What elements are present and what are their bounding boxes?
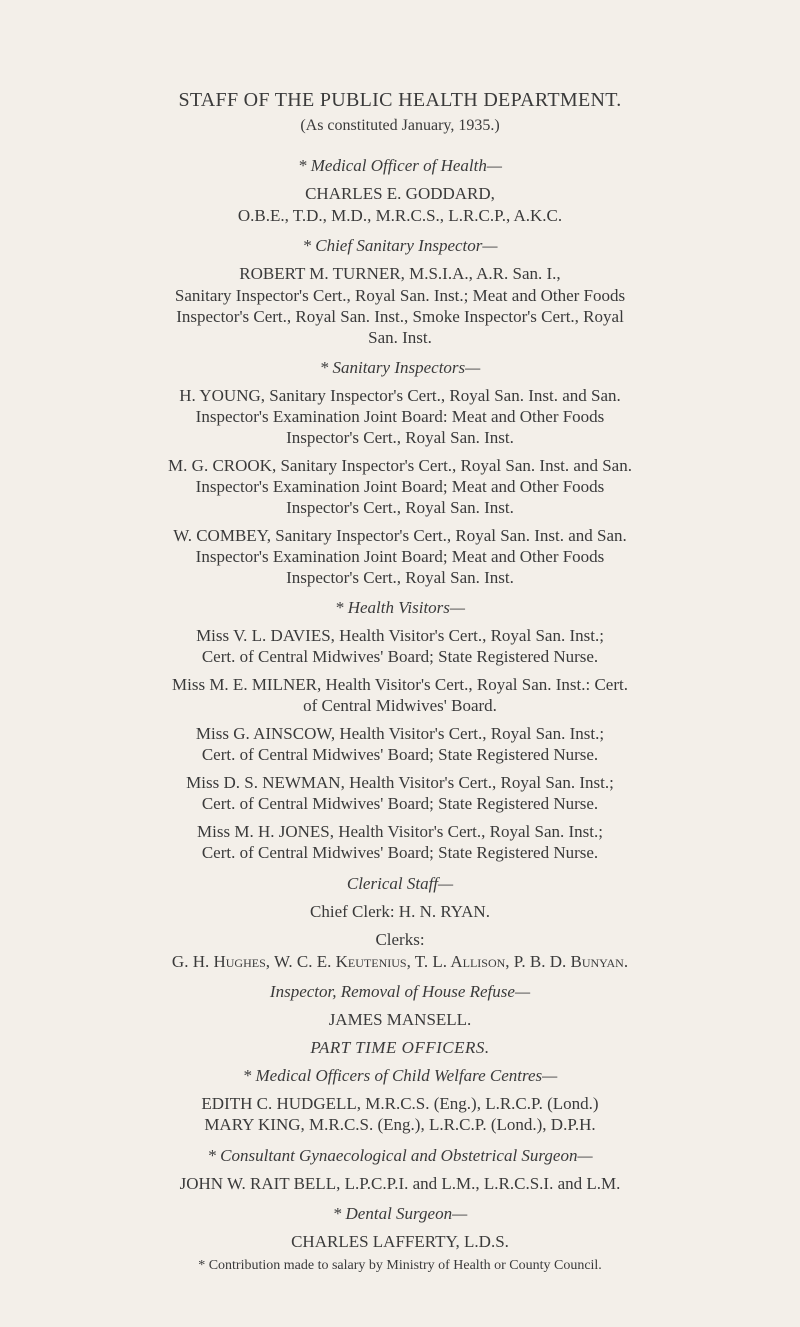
chief-inspector-line-2: Sanitary Inspector's Cert., Royal San. Inst.; Meat and Other Foods: [174, 286, 626, 305]
dental-surgeon-name: CHARLES LAFFERTY, L.D.S.: [291, 1232, 509, 1251]
footnote: * Contribution made to salary by Ministry of Health or County Council.: [198, 1258, 602, 1273]
inspector-entry-line: Inspector's Cert., Royal San. Inst.: [286, 428, 514, 447]
visitor-entry-line: Miss M. H. JONES, Health Visitor's Cert., Royal San. Inst.;: [197, 822, 603, 841]
inspector-entry-line: Inspector's Examination Joint Board: Meat and Other Foods: [195, 407, 605, 426]
clerical-staff-label: Clerical Staff—: [346, 874, 454, 893]
inspector-entry-line: Inspector's Cert., Royal San. Inst.: [286, 498, 514, 517]
visitor-entry-line: Cert. of Central Midwives' Board; State Registered Nurse.: [201, 647, 599, 666]
clerks-label: Clerks:: [375, 930, 425, 949]
moh-name: CHARLES E. GODDARD,: [305, 184, 495, 203]
moh-label: * Medical Officer of Health—: [298, 156, 502, 175]
visitor-entry-line: Miss V. L. DAVIES, Health Visitor's Cert., Royal San. Inst.;: [196, 626, 604, 645]
inspector-entry-line: Inspector's Examination Joint Board; Meat and Other Foods: [195, 477, 605, 496]
health-visitors-label: * Health Visitors—: [334, 598, 466, 617]
chief-inspector-line-4: San. Inst.: [368, 328, 432, 347]
surgeon-label: * Consultant Gynaecological and Obstetrical Surgeon—: [207, 1146, 593, 1165]
child-welfare-label: * Medical Officers of Child Welfare Centres—: [242, 1066, 558, 1085]
inspector-entry-line: W. COMBEY, Sanitary Inspector's Cert., Royal San. Inst. and San.: [173, 526, 627, 545]
chief-inspector-label: * Chief Sanitary Inspector—: [302, 236, 498, 255]
inspector-entry-line: M. G. CROOK, Sanitary Inspector's Cert., Royal San. Inst. and San.: [168, 456, 632, 475]
visitor-entry-line: Cert. of Central Midwives' Board; State Registered Nurse.: [201, 745, 599, 764]
visitor-entry-line: Miss M. E. MILNER, Health Visitor's Cert., Royal San. Inst.: Cert.: [172, 675, 628, 694]
child-welfare-officer: EDITH C. HUDGELL, M.R.C.S. (Eng.), L.R.C.P. (Lond.): [201, 1094, 599, 1113]
page-title: STAFF OF THE PUBLIC HEALTH DEPARTMENT.: [178, 89, 622, 111]
visitor-entry-line: Cert. of Central Midwives' Board; State Registered Nurse.: [201, 843, 599, 862]
page-subtitle: (As constituted January, 1935.): [300, 117, 500, 134]
refuse-inspector-name: JAMES MANSELL.: [328, 1010, 472, 1029]
inspector-entry-line: Inspector's Cert., Royal San. Inst.: [286, 568, 514, 587]
refuse-inspector-label: Inspector, Removal of House Refuse—: [269, 982, 531, 1001]
chief-inspector-line-1: ROBERT M. TURNER, M.S.I.A., A.R. San. I.,: [239, 264, 561, 283]
dental-surgeon-label: * Dental Surgeon—: [332, 1204, 468, 1223]
chief-clerk: Chief Clerk: H. N. RYAN.: [310, 902, 490, 921]
clerks-names: G. H. Hughes, W. C. E. Keutenius, T. L. Allison, P. B. D. Bunyan.: [171, 952, 629, 971]
visitor-entry-line: Miss G. AINSCOW, Health Visitor's Cert., Royal San. Inst.;: [195, 724, 605, 743]
chief-inspector-line-3: Inspector's Cert., Royal San. Inst., Smoke Inspector's Cert., Royal: [176, 307, 624, 326]
visitor-entry-line: Miss D. S. NEWMAN, Health Visitor's Cert., Royal San. Inst.;: [186, 773, 614, 792]
moh-qualifications: O.B.E., T.D., M.D., M.R.C.S., L.R.C.P., A.K.C.: [237, 206, 563, 225]
visitor-entry-line: Cert. of Central Midwives' Board; State Registered Nurse.: [201, 794, 599, 813]
inspector-entry-line: H. YOUNG, Sanitary Inspector's Cert., Royal San. Inst. and San.: [179, 386, 621, 405]
visitor-entry-line: of Central Midwives' Board.: [303, 696, 497, 715]
surgeon-name: JOHN W. RAIT BELL, L.P.C.P.I. and L.M., L.R.C.S.I. and L.M.: [179, 1174, 621, 1193]
sanitary-inspectors-label: * Sanitary Inspectors—: [319, 358, 481, 377]
child-welfare-officer: MARY KING, M.R.C.S. (Eng.), L.R.C.P. (Lond.), D.P.H.: [204, 1115, 596, 1134]
part-time-heading: PART TIME OFFICERS.: [310, 1038, 490, 1057]
inspector-entry-line: Inspector's Examination Joint Board; Meat and Other Foods: [195, 547, 605, 566]
